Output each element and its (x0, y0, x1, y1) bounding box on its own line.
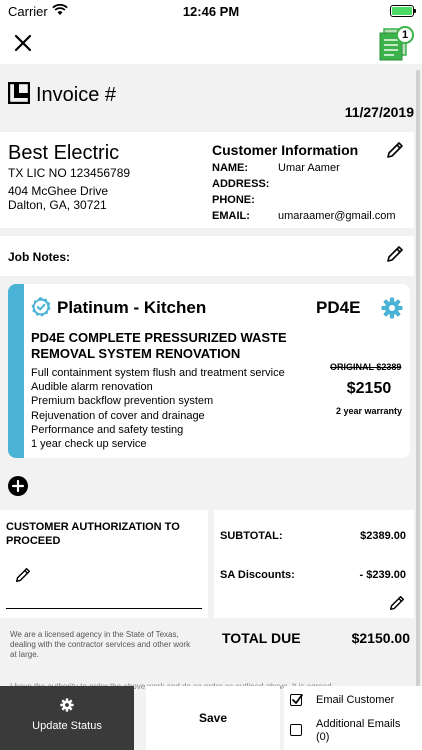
subtotal-value: $2389.00 (360, 530, 406, 542)
bottom-action-bar (0, 686, 422, 750)
additional-emails-checkbox[interactable] (290, 724, 302, 736)
product-card[interactable] (8, 284, 410, 458)
documents-button[interactable] (378, 24, 414, 62)
warranty-label: 2 year warranty (335, 406, 403, 416)
product-feature: Premium backflow prevention system (31, 395, 214, 408)
product-description: PD4E COMPLETE PRESSURIZED WASTE REMOVAL SYSTEM RENOVATION (31, 330, 287, 361)
email-customer-label: Email Customer (316, 694, 395, 706)
additional-emails-label: Additional Emails (0) (316, 718, 401, 743)
info-card (0, 132, 414, 228)
total-due-label: TOTAL DUE (222, 630, 301, 646)
update-status-label: Update Status (32, 720, 102, 732)
subtotal-label: SUBTOTAL: (220, 530, 283, 542)
total-due-value: $2150.00 (351, 630, 410, 646)
authorization-card (0, 510, 208, 618)
signature-line[interactable] (6, 608, 202, 609)
battery-fill (392, 7, 412, 15)
job-notes-row (0, 236, 414, 276)
discount-value: - $239.00 (359, 569, 406, 581)
customer-name-value: Umar Aamer (278, 162, 340, 174)
authorization-statement: above (123, 682, 146, 690)
pencil-icon[interactable] (388, 594, 406, 612)
pencil-icon[interactable] (14, 566, 32, 584)
pencil-icon[interactable] (385, 140, 405, 160)
save-label: Save (198, 711, 228, 725)
update-status-button[interactable] (0, 686, 134, 750)
company-logo-icon (8, 82, 30, 104)
carrier-label: Carrier (8, 4, 48, 19)
product-accent-bar (8, 284, 24, 458)
checkmark-icon (291, 694, 303, 706)
email-customer-checkbox[interactable] (290, 694, 302, 706)
company-name: Best Electric (8, 142, 120, 164)
customer-name-label: NAME: (212, 162, 249, 174)
product-feature: Audible alarm renovation (31, 381, 153, 394)
battery-icon (390, 5, 414, 17)
invoice-header (0, 70, 414, 128)
job-notes-label: Job Notes: (8, 250, 71, 264)
product-feature: Rejuvenation of cover and drainage (31, 409, 205, 422)
totals-card (214, 510, 414, 618)
product-tier-title: Platinum - Kitchen (57, 298, 207, 317)
customer-info-title: Customer Information (212, 142, 359, 158)
product-code: PD4E (316, 298, 361, 317)
gear-icon[interactable] (381, 297, 403, 319)
invoice-title: Invoice # (36, 84, 117, 106)
clock: 12:46 PM (182, 4, 240, 19)
verified-badge-icon (30, 296, 52, 318)
pencil-icon[interactable] (385, 244, 405, 264)
company-address-line2: Dalton, GA, 30721 (8, 198, 107, 212)
customer-phone-label: PHONE: (212, 194, 255, 206)
close-icon[interactable] (12, 32, 34, 54)
company-address-line1: 404 McGhee Drive (8, 184, 109, 198)
save-button[interactable] (146, 686, 280, 750)
product-price: $2150 (346, 380, 392, 397)
status-bar (0, 0, 422, 24)
authorization-title: CUSTOMER AUTHORIZATION TO PROCEED (6, 521, 180, 547)
legal-text: We are a licensed agency in the State of Texas, dealing with the contractor services and other work at large. (10, 630, 191, 659)
email-options (284, 686, 422, 750)
invoice-date: 11/27/2019 (344, 104, 414, 120)
document-count-badge: 1 (396, 26, 414, 44)
product-feature: Full containment system flush and treatment service (31, 367, 285, 379)
original-price: ORIGINAL $2389 (330, 362, 402, 372)
product-feature: 1 year check up service (31, 438, 147, 450)
nav-bar (0, 24, 422, 64)
company-license: TX LIC NO 123456789 (8, 166, 131, 180)
customer-email-value: umaraamer@gmail.com (278, 210, 396, 222)
customer-email-label: EMAIL: (212, 210, 250, 222)
discount-label: SA Discounts: (220, 569, 295, 581)
product-feature: Performance and safety testing (31, 423, 184, 436)
customer-address-label: ADDRESS: (212, 178, 270, 190)
gear-icon (60, 698, 74, 712)
scroll-indicator[interactable] (416, 70, 420, 690)
add-item-icon[interactable] (8, 476, 28, 496)
